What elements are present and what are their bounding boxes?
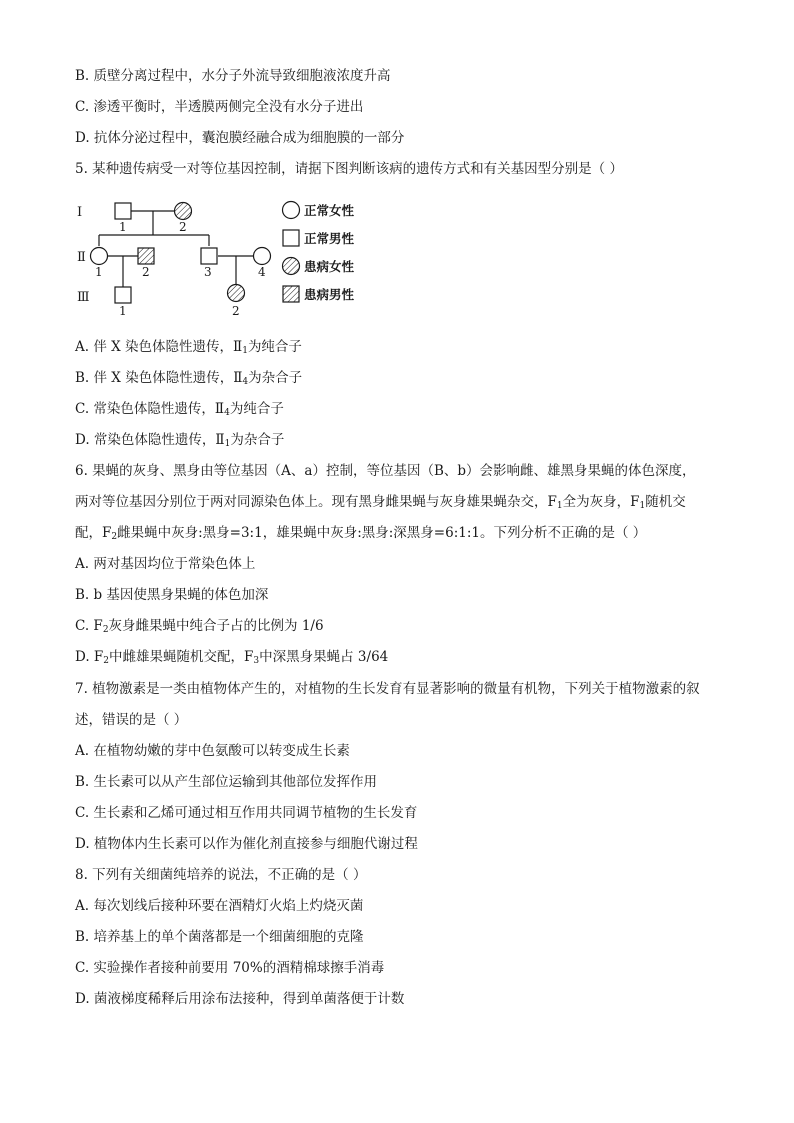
- legend-normal-male-symbol: [283, 230, 299, 246]
- q7-option-c: C. 生长素和乙烯可通过相互作用共同调节植物的生长发育: [75, 805, 418, 821]
- ii-3-normal-male: [201, 248, 217, 264]
- q5-option-a: A. 伴 X 染色体隐性遗传，$Ⅱ_1$为纯合子: [75, 339, 302, 356]
- q6-option-b: B. b 基因使黑身果蝇的体色加深: [75, 587, 269, 603]
- legend-affected-male-label: 患病男性: [304, 287, 355, 302]
- q4-option-b: B. 质壁分离过程中，水分子外流导致细胞液浓度升高: [75, 68, 391, 84]
- q4-option-c: C. 渗透平衡时，半透膜两侧完全没有水分子进出: [75, 99, 364, 115]
- ii-2-affected-male: [138, 248, 154, 264]
- q8-stem: 8. 下列有关细菌纯培养的说法，不正确的是（ ）: [75, 867, 367, 883]
- iii-1-normal-male: [115, 287, 131, 303]
- label-ii-3: 3: [204, 265, 212, 279]
- label-ii-4: 4: [258, 265, 266, 279]
- q6-option-c: C. $F_2$灰身雌果蝇中纯合子占的比例为 1/6: [75, 618, 324, 635]
- ii-1-normal-female: [91, 248, 108, 265]
- q7-option-b: B. 生长素可以从产生部位运输到其他部位发挥作用: [75, 774, 378, 790]
- q8-option-c: C. 实验操作者接种前要用 70%的酒精棉球擦手消毒: [75, 960, 385, 976]
- q6-stem-line-1: 6. 果蝇的灰身、黑身由等位基因（A、a）控制，等位基因（B、b）会影响雌、雄黑身果蝇的体色深度，: [75, 463, 696, 479]
- ii-4-normal-female: [254, 248, 271, 265]
- label-i-1: 1: [119, 220, 127, 234]
- label-iii-1: 1: [119, 304, 127, 318]
- q5-option-d: D. 常染色体隐性遗传，$Ⅱ_1$为杂合子: [75, 432, 285, 449]
- q5-option-c: C. 常染色体隐性遗传，$Ⅱ_4$为纯合子: [75, 401, 284, 418]
- legend-normal-male-label: 正常男性: [304, 231, 355, 246]
- q4-option-d: D. 抗体分泌过程中，囊泡膜经融合成为细胞膜的一部分: [75, 130, 405, 146]
- q7-option-d: D. 植物体内生长素可以作为催化剂直接参与细胞代谢过程: [75, 836, 418, 852]
- legend-affected-male-symbol: [283, 286, 299, 302]
- iii-2-affected-female: [228, 285, 245, 302]
- legend-affected-female-label: 患病女性: [304, 259, 355, 274]
- legend-normal-female-symbol: [283, 202, 300, 219]
- q7-stem-line-1: 7. 植物激素是一类由植物体产生的，对植物的生长发育有显著影响的微量有机物，下列关于植物激素的叙: [75, 681, 700, 697]
- i-2-affected-female: [175, 203, 192, 220]
- legend-normal-female-label: 正常女性: [304, 203, 355, 218]
- label-iii-2: 2: [232, 304, 240, 318]
- i-1-normal-male: [115, 203, 131, 219]
- q8-option-a: A. 每次划线后接种环要在酒精灯火焰上灼烧灭菌: [75, 898, 364, 914]
- q8-option-d: D. 菌液梯度稀释后用涂布法接种，得到单菌落便于计数: [75, 991, 405, 1007]
- legend-affected-female-symbol: [283, 258, 300, 275]
- q6-stem-line-2: 两对等位基因分别位于两对同源染色体上。现有黑身雌果蝇与灰身雄果蝇杂交，$F_1$全为灰身，$F_1$随机交: [75, 494, 686, 511]
- label-i-2: 2: [179, 220, 187, 234]
- q7-stem-line-2: 述，错误的是（ ）: [75, 712, 188, 728]
- label-ii-2: 2: [142, 265, 150, 279]
- pedigree-chart: [72, 195, 382, 320]
- q5-option-b: B. 伴 X 染色体隐性遗传，$Ⅱ_4$为杂合子: [75, 370, 303, 387]
- q5-stem: 5. 某种遗传病受一对等位基因控制，请据下图判断该病的遗传方式和有关基因型分别是（ ）: [75, 161, 623, 177]
- generation-label-iii: Ⅲ: [77, 290, 90, 305]
- generation-label-i: Ⅰ: [77, 205, 83, 220]
- q6-option-a: A. 两对基因均位于常染色体上: [75, 556, 256, 572]
- q8-option-b: B. 培养基上的单个菌落都是一个细菌细胞的克隆: [75, 929, 364, 945]
- q6-stem-line-3: 配，$F_2$雌果蝇中灰身:黑身=3:1，雄果蝇中灰身:黑身:深黑身=6:1:1。下列分析不正确的是（ ）: [75, 525, 647, 542]
- label-ii-1: 1: [95, 265, 103, 279]
- generation-label-ii: Ⅱ: [77, 250, 86, 265]
- q7-option-a: A. 在植物幼嫩的芽中色氨酸可以转变成生长素: [75, 743, 350, 759]
- q6-option-d: D. $F_2$中雌雄果蝇随机交配，$F_3$中深黑身果蝇占 3/64: [75, 649, 389, 666]
